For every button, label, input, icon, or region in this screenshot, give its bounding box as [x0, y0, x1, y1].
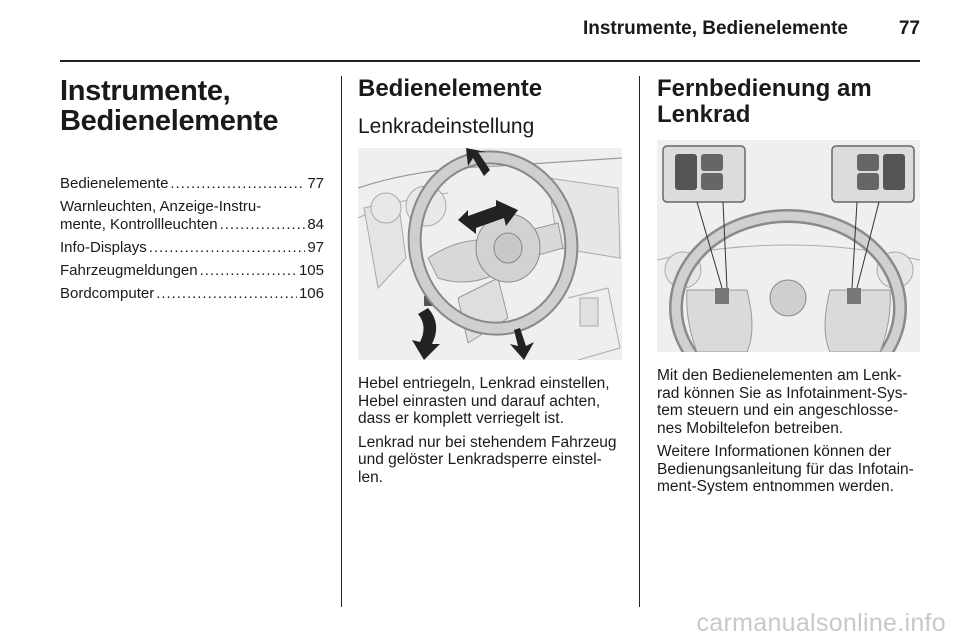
running-title: Instrumente, Bedienelemente	[582, 18, 848, 39]
section-heading: Bedienelemente	[358, 75, 543, 102]
steering-wheel-drawing	[358, 148, 622, 360]
page-number: 77	[898, 18, 920, 39]
description-paragraph-2: Weitere Informationen können der Bedienungsanleitung für das Infotain-ment-System entnommen werden.	[657, 443, 914, 495]
instruction-paragraph-2: Lenkrad nur bei stehendem Fahrzeug und gelöster Lenkradsperre einstel-len.	[358, 433, 617, 486]
section-heading: Fernbedienung am Lenkrad	[657, 75, 872, 128]
watermark: carmanualsonline.info	[696, 609, 946, 637]
steering-adjust-column	[358, 76, 623, 492]
column-divider-1	[341, 76, 342, 607]
toc-entry-warnleuchten[interactable]: Warnleuchten, Anzeige-Instru- mente, Kontrollleuchten . . . 84	[60, 198, 324, 234]
toc-leader	[170, 175, 305, 193]
header-rule	[60, 60, 920, 62]
toc-entry-fahrzeugmeldungen[interactable]: Fahrzeugmeldungen . . . 105	[60, 262, 324, 280]
remote-control-column	[657, 76, 922, 502]
steering-wheel-controls-drawing	[657, 140, 920, 352]
description-paragraph-1: Mit den Bedienelementen am Lenk-rad können Sie as Infotainment-Sys-tem steuern und ein angeschlosse-nes Mobiltelefon betreiben.	[657, 367, 908, 437]
toc-leader	[220, 216, 306, 234]
toc-leader	[156, 285, 297, 303]
toc-leader	[149, 239, 306, 257]
toc-entry-bordcomputer[interactable]: Bordcomputer . . . 106	[60, 285, 324, 303]
chapter-contents-column	[60, 76, 324, 308]
toc-entry-bedienelemente[interactable]: Bedienelemente . . . 77	[60, 175, 324, 193]
instruction-paragraph-1: Hebel entriegeln, Lenkrad einstellen, Hebel einrasten und darauf achten, dass er komplett verriegelt ist.	[358, 375, 610, 427]
steering-wheel-controls-illustration	[657, 140, 920, 352]
steering-wheel-adjustment-illustration	[358, 148, 622, 360]
page-header	[60, 18, 920, 46]
toc-leader	[200, 262, 297, 280]
subsection-heading: Lenkradeinstellung	[358, 115, 535, 138]
table-of-contents	[60, 175, 324, 303]
column-divider-2	[639, 76, 640, 607]
toc-entry-info-displays[interactable]: Info-Displays . . . 97	[60, 239, 324, 257]
chapter-title: Instrumente, Bedienelemente	[60, 75, 279, 137]
